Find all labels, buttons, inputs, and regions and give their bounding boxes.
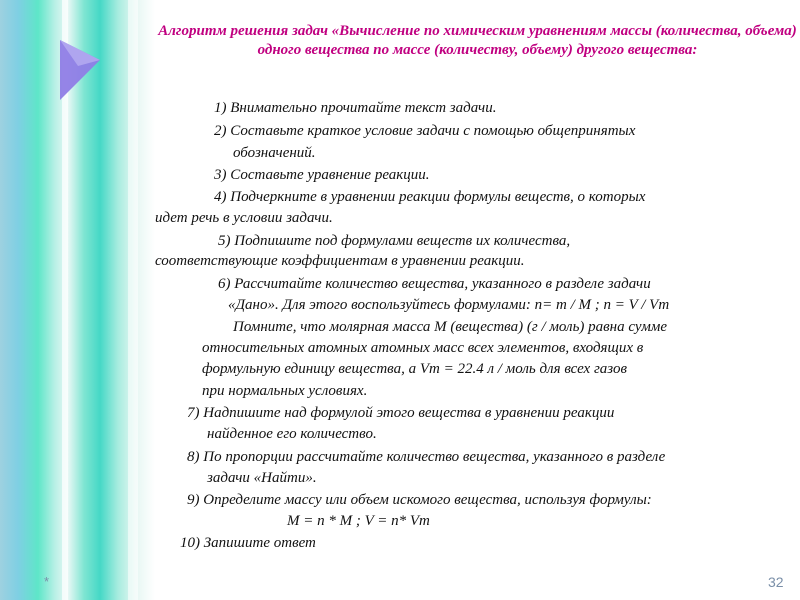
- step-10: 10) Запишите ответ: [180, 535, 316, 551]
- step-5-continuation: соответствующие коэффициентам в уравнении реакции.: [155, 253, 525, 269]
- step-7-continuation: найденное его количество.: [207, 426, 377, 442]
- molar-mass-note-line-2: относительных атомных атомных масс всех элементов, входящих в: [202, 340, 644, 356]
- step-2-continuation: обозначений.: [233, 145, 316, 161]
- slide-title: Алгоритм решения задач «Вычисление по химическим уравнениям массы (количества, объема) одного вещества по массе (количеству, объему) другого вещества:: [158, 23, 797, 58]
- molar-mass-note: Помните, что молярная масса M (вещества) (г / моль) равна сумме: [233, 319, 668, 335]
- step-6-formulas: «Дано». Для этого воспользуйтесь формулами: n= m / M ; n = V / Vm: [228, 297, 670, 313]
- molar-mass-note-line-3: формульную единицу вещества, а Vm = 22.4 л / моль для всех газов: [202, 361, 627, 377]
- step-9-formulas: M = n * M ; V = n* Vm: [287, 513, 430, 529]
- step-1: 1) Внимательно прочитайте текст задачи.: [214, 100, 497, 116]
- step-5: 5) Подпишите под формулами веществ их количества,: [218, 233, 571, 249]
- step-8-continuation: задачи «Найти».: [207, 470, 317, 486]
- page-number: 32: [768, 574, 784, 590]
- step-2: 2) Составьте краткое условие задачи с помощью общепринятых: [214, 123, 636, 139]
- step-6: 6) Рассчитайте количество вещества, указанного в разделе задачи: [218, 276, 651, 292]
- step-3: 3) Составьте уравнение реакции.: [214, 167, 430, 183]
- triangle-icon: [0, 0, 155, 600]
- footer-marker: *: [44, 574, 50, 589]
- step-9: 9) Определите массу или объем искомого вещества, используя формулы:: [187, 492, 652, 508]
- molar-mass-note-line-4: при нормальных условиях.: [202, 383, 368, 399]
- step-4: 4) Подчеркните в уравнении реакции формулы веществ, о которых: [214, 189, 646, 205]
- step-8: 8) По пропорции рассчитайте количество вещества, указанного в разделе: [187, 449, 666, 465]
- step-4-continuation: идет речь в условии задачи.: [155, 210, 333, 226]
- step-7: 7) Надпишите над формулой этого вещества в уравнении реакции: [187, 405, 615, 421]
